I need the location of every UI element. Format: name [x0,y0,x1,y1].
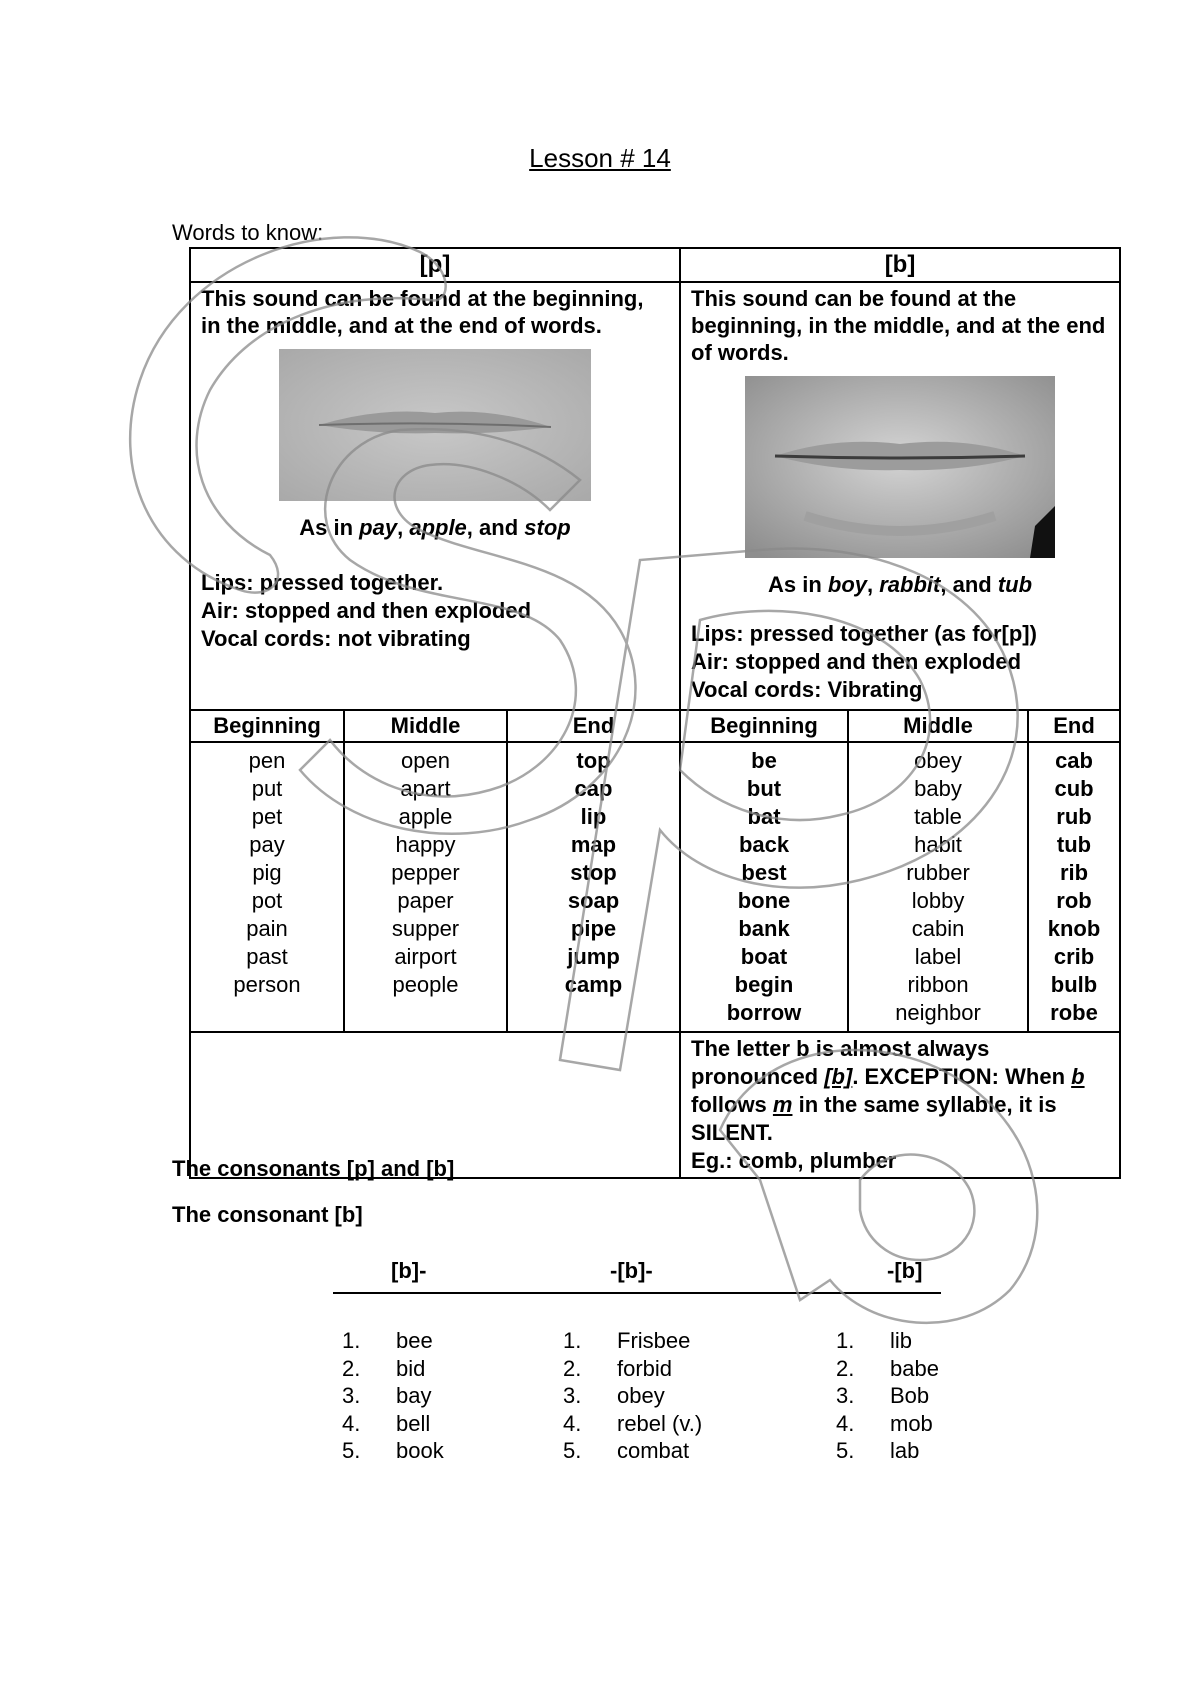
list-number: 1. [342,1328,361,1353]
list-item [828,1327,939,1355]
word-entry: but [746,776,782,801]
list-header-medial: -[b]- [610,1258,653,1283]
header-p-beginning: Beginning [190,710,344,742]
word-entry: obey [914,748,962,773]
list-word: Bob [890,1383,930,1408]
word-entry: bulb [1050,972,1098,997]
word-entry: best [741,860,787,885]
list-number: 5. [342,1438,361,1463]
list-number: 3. [836,1383,855,1408]
list-item [828,1382,939,1410]
word-list-initial [334,1327,444,1465]
word-entry: map [570,832,617,857]
b-beginning-words [680,742,848,1032]
word-entry: pipe [570,916,617,941]
list-word: lab [890,1438,920,1463]
p-properties [201,569,669,653]
b-note-cell: The letter b is almost always pronounced [b]. EXCEPTION: When b follows m in the same syllable, it is SILENT. Eg.: comb, plumber [680,1032,1120,1178]
list-number: 2. [342,1355,361,1381]
b-lips: Lips: pressed together (as for[p]) [691,621,1037,646]
word-entry: person [233,972,301,997]
list-number: 3. [563,1383,582,1408]
word-entry: people [392,972,459,997]
word-entry: bone [737,888,791,913]
list-number: 3. [342,1383,361,1408]
b-air: Air: stopped and then exploded [691,649,1022,674]
intro-label: Words to know: [172,220,324,245]
word-headers-row [190,710,1120,742]
word-entry: bank [738,916,790,941]
list-item [828,1410,939,1438]
list-item [555,1410,702,1438]
word-entry: cub [1054,776,1094,801]
word-entry: pot [251,888,283,913]
list-word: babe [890,1355,939,1381]
header-b-end: End [1028,710,1120,742]
list-header-final: -[b] [887,1258,923,1283]
note-example: Eg.: comb, plumber [691,1148,897,1173]
list-word: bay [396,1383,432,1408]
word-entry: cabin [911,916,965,941]
word-entry: ribbon [907,972,969,997]
p-description: This sound can be found at the beginning, in the middle, and at the end of words. [201,286,644,338]
word-entry: pig [252,860,282,885]
list-word: bee [396,1328,433,1353]
list-word: obey [617,1383,665,1408]
word-entry: label [914,944,962,969]
word-entry: crib [1053,944,1095,969]
list-number: 2. [563,1355,582,1381]
word-entry: robe [1050,1000,1098,1025]
b-properties [691,620,1109,704]
list-item [828,1437,939,1465]
subtitle-consonants: The consonants [p] and [b] [172,1156,455,1181]
list-item [555,1327,702,1355]
list-item [555,1355,702,1383]
b-column-header: [b] [680,248,1120,282]
header-b-beginning: Beginning [680,710,848,742]
word-entry: top [576,748,611,773]
p-air: Air: stopped and then exploded [201,598,532,623]
list-word: mob [890,1410,933,1436]
header-p-end: End [507,710,680,742]
list-item [334,1410,444,1438]
b-middle-words [848,742,1028,1032]
list-word: Frisbee [617,1328,691,1353]
list-number: 5. [836,1438,855,1463]
word-entry: habit [914,832,962,857]
word-entry: neighbor [895,1000,981,1025]
b-caption: As in boy, rabbit, and tub [767,572,1033,597]
page-title: Lesson # 14 [529,143,671,173]
p-beginning-words [190,742,344,1032]
word-list-medial [555,1327,702,1465]
word-entry: cab [1055,748,1093,773]
lips-p-photo [279,349,591,501]
word-entry: boat [740,944,788,969]
word-entry: airport [394,944,457,969]
word-entry: past [246,944,288,969]
list-word: lib [890,1328,913,1353]
word-entry: cap [574,776,613,801]
word-entry: jump [567,944,620,969]
b-end-words [1028,742,1120,1032]
word-entry: rub [1056,804,1092,829]
list-word: bid [396,1355,426,1381]
word-entry: tub [1056,832,1092,857]
b-info-cell [680,282,1120,710]
word-entry: put [251,776,283,801]
word-entry: pet [251,804,283,829]
word-entry: pen [248,748,286,773]
word-entry: lobby [911,888,965,913]
word-entry: begin [734,972,794,997]
list-item [334,1382,444,1410]
p-middle-words [344,742,507,1032]
list-word: combat [617,1438,690,1463]
list-item [334,1355,444,1383]
list-number: 1. [563,1328,582,1353]
list-word: forbid [617,1355,673,1381]
list-item [334,1437,444,1465]
word-entry: pepper [391,860,460,885]
word-entry: lip [580,804,607,829]
list-word: book [396,1438,444,1463]
b-vocal: Vocal cords: Vibrating [691,677,923,702]
list-header-initial: [b]- [391,1258,427,1283]
subtitle-consonant-b: The consonant [b] [172,1202,363,1227]
list-number: 4. [836,1410,855,1436]
list-number: 2. [836,1355,855,1381]
word-entry: open [401,748,450,773]
word-entry: baby [914,776,962,801]
list-number: 4. [342,1410,361,1436]
word-entry: pain [246,916,288,941]
list-item [334,1327,444,1355]
word-entry: knob [1047,916,1101,941]
word-entry: rubber [906,860,970,885]
word-entry: back [738,832,790,857]
p-vocal: Vocal cords: not vibrating [201,626,471,651]
word-entry: bat [747,804,781,829]
p-info-cell [190,282,680,710]
list-number: 5. [563,1438,582,1463]
word-entry: apart [400,776,451,801]
list-divider [333,1292,941,1294]
word-lists-row [190,742,1120,1032]
word-list-final [828,1327,939,1465]
word-entry: apple [398,804,453,829]
word-entry: happy [395,832,456,857]
word-entry: paper [397,888,454,913]
p-end-words [507,742,680,1032]
word-entry: supper [391,916,460,941]
list-word: rebel (v.) [617,1410,703,1436]
p-lips: Lips: pressed together. [201,570,444,595]
word-entry: rob [1056,888,1092,913]
word-entry: rib [1059,860,1089,885]
p-caption: As in pay, apple, and stop [299,515,571,540]
word-entry: pay [249,832,285,857]
list-word: bell [396,1410,431,1436]
p-column-header: [p] [190,248,680,282]
sounds-table [189,247,1121,1179]
lips-b-photo [745,376,1055,558]
word-entry: camp [564,972,623,997]
list-item [555,1382,702,1410]
word-entry: soap [567,888,620,913]
list-item [828,1355,939,1383]
word-entry: table [914,804,962,829]
list-number: 1. [836,1328,855,1353]
list-item [555,1437,702,1465]
word-entry: be [751,748,777,773]
header-b-middle: Middle [848,710,1028,742]
header-p-middle: Middle [344,710,507,742]
word-entry: borrow [726,1000,802,1025]
list-number: 4. [563,1410,582,1436]
word-entry: stop [570,860,617,885]
b-description: This sound can be found at the beginning, in the middle, and at the end of words. [691,286,1106,365]
